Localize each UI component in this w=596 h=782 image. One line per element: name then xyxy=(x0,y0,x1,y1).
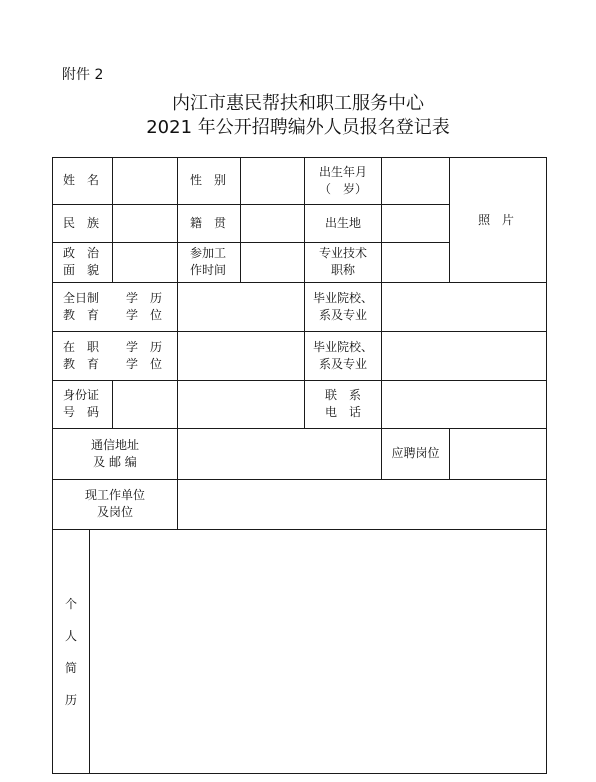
ethnicity-field[interactable] xyxy=(113,205,177,242)
position-label: 应聘岗位 xyxy=(391,446,440,460)
fulltime-school-line1: 毕业院校、 xyxy=(312,290,373,305)
address-line1: 通信地址 xyxy=(90,437,139,452)
inservice-school-line2: 系及专业 xyxy=(318,356,367,371)
inservice-school-label xyxy=(305,331,381,380)
resume-char-3: 简 xyxy=(65,661,78,675)
id-line2: 号 码 xyxy=(63,405,100,419)
work-start-field[interactable] xyxy=(241,243,304,282)
resume-char-4: 历 xyxy=(65,693,78,707)
inservice-degree-label xyxy=(126,331,177,380)
address-label xyxy=(53,428,177,479)
inservice-line2: 教 育 xyxy=(63,356,100,371)
work-start-line2: 作时间 xyxy=(190,263,227,277)
current-work-line2: 及岗位 xyxy=(96,505,133,519)
birth-label-line2: （ 岁） xyxy=(318,181,367,196)
phone-line1: 联 系 xyxy=(324,388,361,402)
tech-title-label xyxy=(305,242,381,282)
fulltime-line1: 全日制 xyxy=(63,290,100,305)
resume-char-1: 个 xyxy=(65,597,78,611)
resume-field[interactable] xyxy=(90,530,546,773)
position-field[interactable] xyxy=(450,429,546,479)
gender-label: 性 别 xyxy=(190,173,227,187)
address-line2: 及 邮 编 xyxy=(93,454,137,469)
native-place-label: 籍 贯 xyxy=(190,215,227,230)
tech-title-line2: 职称 xyxy=(330,263,355,277)
political-label-line2: 面 貌 xyxy=(63,263,100,277)
birth-label xyxy=(305,157,381,204)
address-field[interactable] xyxy=(178,429,381,479)
inservice-degree-field[interactable] xyxy=(178,332,304,380)
current-work-line1: 现工作单位 xyxy=(84,488,145,502)
id-line1: 身份证 xyxy=(63,388,100,402)
political-status-field[interactable] xyxy=(113,243,177,282)
birth-field[interactable] xyxy=(382,158,449,204)
inservice-degree-line1: 学 历 xyxy=(126,339,163,354)
inservice-school-field[interactable] xyxy=(382,332,546,380)
name-field[interactable] xyxy=(113,158,177,204)
id-number-field[interactable] xyxy=(113,381,304,428)
inservice-education-label xyxy=(63,331,118,380)
photo-label: 照 片 xyxy=(478,212,518,227)
fulltime-education-label xyxy=(63,282,118,331)
tech-title-line1: 专业技术 xyxy=(318,246,367,260)
resume-char-2: 人 xyxy=(65,629,78,643)
fulltime-school-field[interactable] xyxy=(382,283,546,331)
phone-line2: 电 话 xyxy=(324,405,361,419)
work-start-label xyxy=(190,242,240,282)
fulltime-school-label xyxy=(305,282,381,331)
phone-label xyxy=(305,380,381,428)
photo-box[interactable] xyxy=(450,158,546,282)
fulltime-school-line2: 系及专业 xyxy=(318,307,367,322)
fulltime-degree-line2: 学 位 xyxy=(126,307,163,322)
birth-label-line1: 出生年月 xyxy=(318,164,367,179)
attachment-label: 附件 2 xyxy=(62,67,104,83)
birthplace-label: 出生地 xyxy=(324,215,361,230)
political-status-label xyxy=(63,242,112,282)
id-number-label xyxy=(63,380,112,428)
birthplace-field[interactable] xyxy=(382,205,449,242)
political-label-line1: 政 治 xyxy=(63,246,100,260)
fulltime-degree-field[interactable] xyxy=(178,283,304,331)
current-work-label xyxy=(53,479,177,529)
native-place-field[interactable] xyxy=(241,205,304,242)
form-title-line1: 内江市惠民帮扶和职工服务中心 xyxy=(172,93,424,114)
name-label: 姓 名 xyxy=(63,173,100,187)
inservice-school-line1: 毕业院校、 xyxy=(312,339,373,354)
work-start-line1: 参加工 xyxy=(190,246,227,260)
phone-field[interactable] xyxy=(382,381,546,428)
inservice-line1: 在 职 xyxy=(63,339,100,354)
fulltime-degree-line1: 学 历 xyxy=(126,290,163,305)
fulltime-line2: 教 育 xyxy=(63,307,100,322)
tech-title-field[interactable] xyxy=(382,243,449,282)
gender-field[interactable] xyxy=(241,158,304,204)
current-work-field[interactable] xyxy=(178,480,546,529)
inservice-degree-line2: 学 位 xyxy=(126,356,163,371)
ethnicity-label: 民 族 xyxy=(63,215,100,230)
form-title-line2: 2021 年公开招聘编外人员报名登记表 xyxy=(146,117,450,138)
fulltime-degree-label xyxy=(126,282,177,331)
